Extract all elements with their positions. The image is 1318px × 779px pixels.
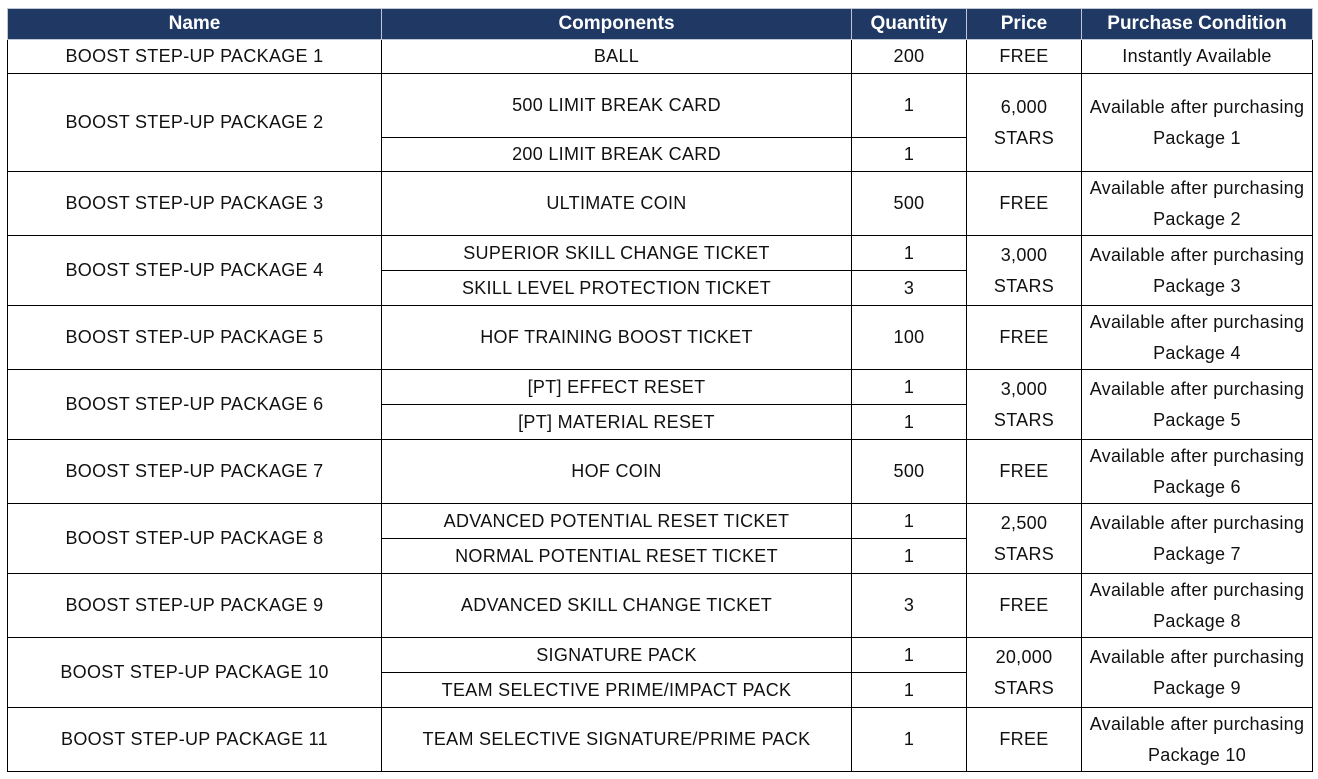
table-row [8, 638, 1313, 673]
component-quantity: 3 [852, 574, 967, 638]
component-name: 500 LIMIT BREAK CARD [382, 74, 852, 138]
component-quantity: 1 [852, 504, 967, 539]
header-price: Price [967, 9, 1082, 40]
table-row [8, 708, 1313, 772]
table-row [8, 440, 1313, 504]
purchase-condition: Instantly Available [1082, 40, 1313, 74]
component-name: SKILL LEVEL PROTECTION TICKET [382, 271, 852, 306]
package-name: BOOST STEP-UP PACKAGE 5 [8, 306, 382, 370]
package-price: 6,000 STARS [967, 74, 1082, 172]
header-quantity: Quantity [852, 9, 967, 40]
component-name: ADVANCED SKILL CHANGE TICKET [382, 574, 852, 638]
purchase-condition: Available after purchasing Package 3 [1082, 236, 1313, 306]
package-name: BOOST STEP-UP PACKAGE 1 [8, 40, 382, 74]
purchase-condition: Available after purchasing Package 4 [1082, 306, 1313, 370]
package-name: BOOST STEP-UP PACKAGE 4 [8, 236, 382, 306]
table-row [8, 40, 1313, 74]
component-quantity: 500 [852, 440, 967, 504]
package-name: BOOST STEP-UP PACKAGE 3 [8, 172, 382, 236]
package-price: 3,000 STARS [967, 236, 1082, 306]
component-quantity: 1 [852, 405, 967, 440]
component-quantity: 1 [852, 638, 967, 673]
package-name: BOOST STEP-UP PACKAGE 9 [8, 574, 382, 638]
component-quantity: 100 [852, 306, 967, 370]
package-price: 2,500 STARS [967, 504, 1082, 574]
component-name: NORMAL POTENTIAL RESET TICKET [382, 539, 852, 574]
purchase-condition: Available after purchasing Package 1 [1082, 74, 1313, 172]
component-quantity: 1 [852, 138, 967, 172]
component-name: HOF TRAINING BOOST TICKET [382, 306, 852, 370]
component-name: TEAM SELECTIVE PRIME/IMPACT PACK [382, 673, 852, 708]
header-purchase-condition: Purchase Condition [1082, 9, 1313, 40]
purchase-condition: Available after purchasing Package 2 [1082, 172, 1313, 236]
package-name: BOOST STEP-UP PACKAGE 8 [8, 504, 382, 574]
component-name: HOF COIN [382, 440, 852, 504]
component-quantity: 1 [852, 370, 967, 405]
package-name: BOOST STEP-UP PACKAGE 11 [8, 708, 382, 772]
package-price: FREE [967, 306, 1082, 370]
component-quantity: 500 [852, 172, 967, 236]
purchase-condition: Available after purchasing Package 9 [1082, 638, 1313, 708]
component-name: SIGNATURE PACK [382, 638, 852, 673]
package-name: BOOST STEP-UP PACKAGE 6 [8, 370, 382, 440]
package-price: FREE [967, 574, 1082, 638]
table-row [8, 236, 1313, 271]
purchase-condition: Available after purchasing Package 8 [1082, 574, 1313, 638]
header-name: Name [8, 9, 382, 40]
component-quantity: 200 [852, 40, 967, 74]
package-price: 20,000 STARS [967, 638, 1082, 708]
component-name: [PT] MATERIAL RESET [382, 405, 852, 440]
package-table [7, 8, 1313, 772]
component-quantity: 1 [852, 673, 967, 708]
package-price: FREE [967, 172, 1082, 236]
header-components: Components [382, 9, 852, 40]
component-name: ADVANCED POTENTIAL RESET TICKET [382, 504, 852, 539]
table-row [8, 306, 1313, 370]
table-row [8, 172, 1313, 236]
purchase-condition: Available after purchasing Package 6 [1082, 440, 1313, 504]
table-row [8, 370, 1313, 405]
component-name: BALL [382, 40, 852, 74]
component-quantity: 3 [852, 271, 967, 306]
component-name: ULTIMATE COIN [382, 172, 852, 236]
component-quantity: 1 [852, 236, 967, 271]
table-row [8, 74, 1313, 138]
package-name: BOOST STEP-UP PACKAGE 2 [8, 74, 382, 172]
package-name: BOOST STEP-UP PACKAGE 10 [8, 638, 382, 708]
package-name: BOOST STEP-UP PACKAGE 7 [8, 440, 382, 504]
package-price: FREE [967, 40, 1082, 74]
component-quantity: 1 [852, 708, 967, 772]
table-row [8, 504, 1313, 539]
header-row [8, 9, 1313, 40]
package-price: FREE [967, 708, 1082, 772]
component-name: [PT] EFFECT RESET [382, 370, 852, 405]
component-name: SUPERIOR SKILL CHANGE TICKET [382, 236, 852, 271]
component-name: TEAM SELECTIVE SIGNATURE/PRIME PACK [382, 708, 852, 772]
component-quantity: 1 [852, 539, 967, 574]
component-name: 200 LIMIT BREAK CARD [382, 138, 852, 172]
purchase-condition: Available after purchasing Package 10 [1082, 708, 1313, 772]
purchase-condition: Available after purchasing Package 5 [1082, 370, 1313, 440]
package-price: 3,000 STARS [967, 370, 1082, 440]
table-row [8, 574, 1313, 638]
package-price: FREE [967, 440, 1082, 504]
purchase-condition: Available after purchasing Package 7 [1082, 504, 1313, 574]
component-quantity: 1 [852, 74, 967, 138]
